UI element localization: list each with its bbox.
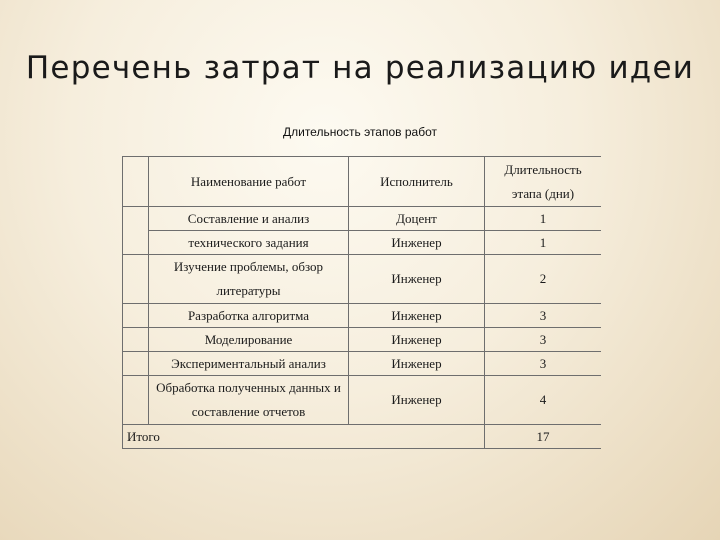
work-stages-table: [122, 156, 601, 449]
table-row: [123, 376, 602, 425]
table-row: [123, 352, 602, 376]
table-caption: Длительность этапов работ: [282, 125, 437, 139]
work-cell: Разработка алгоритма: [149, 304, 349, 328]
work-cell: Составление и анализ: [149, 207, 349, 231]
days-cell: 3: [485, 304, 602, 328]
work-cell: Обработка полученных данных и составление отчетов: [149, 376, 349, 425]
table-row: [123, 304, 602, 328]
total-days: 17: [485, 425, 602, 449]
row-blank-cell: [123, 352, 149, 376]
header-performer: Исполнитель: [349, 157, 485, 207]
table-total-row: [123, 425, 602, 449]
days-cell: 3: [485, 352, 602, 376]
work-stages-table-container: [122, 156, 601, 449]
table-row: [123, 255, 602, 304]
performer-cell: Инженер: [349, 255, 485, 304]
row-blank-cell: [123, 304, 149, 328]
slide-title: Перечень затрат на реализацию идеи: [25, 50, 695, 86]
header-blank-cell: [123, 157, 149, 207]
row-blank-cell: [123, 255, 149, 304]
performer-cell: Доцент: [349, 207, 485, 231]
performer-cell: Инженер: [349, 231, 485, 255]
days-cell: 3: [485, 328, 602, 352]
performer-cell: Инженер: [349, 304, 485, 328]
header-work-name: Наименование работ: [149, 157, 349, 207]
total-label: Итого: [123, 425, 485, 449]
work-cell: Моделирование: [149, 328, 349, 352]
row-blank-cell: [123, 328, 149, 352]
work-cell: Изучение проблемы, обзор литературы: [149, 255, 349, 304]
table-row: [123, 328, 602, 352]
days-cell: 4: [485, 376, 602, 425]
work-cell: технического задания: [149, 231, 349, 255]
table-header-row: [123, 157, 602, 207]
table-row: [123, 231, 602, 255]
performer-cell: Инженер: [349, 352, 485, 376]
row-blank-cell: [123, 376, 149, 425]
days-cell: 2: [485, 255, 602, 304]
days-cell: 1: [485, 207, 602, 231]
performer-cell: Инженер: [349, 328, 485, 352]
work-cell: Экспериментальный анализ: [149, 352, 349, 376]
days-cell: 1: [485, 231, 602, 255]
header-duration: Длительность этапа (дни): [485, 157, 602, 207]
row-blank-cell: [123, 207, 149, 255]
performer-cell: Инженер: [349, 376, 485, 425]
table-row: [123, 207, 602, 231]
